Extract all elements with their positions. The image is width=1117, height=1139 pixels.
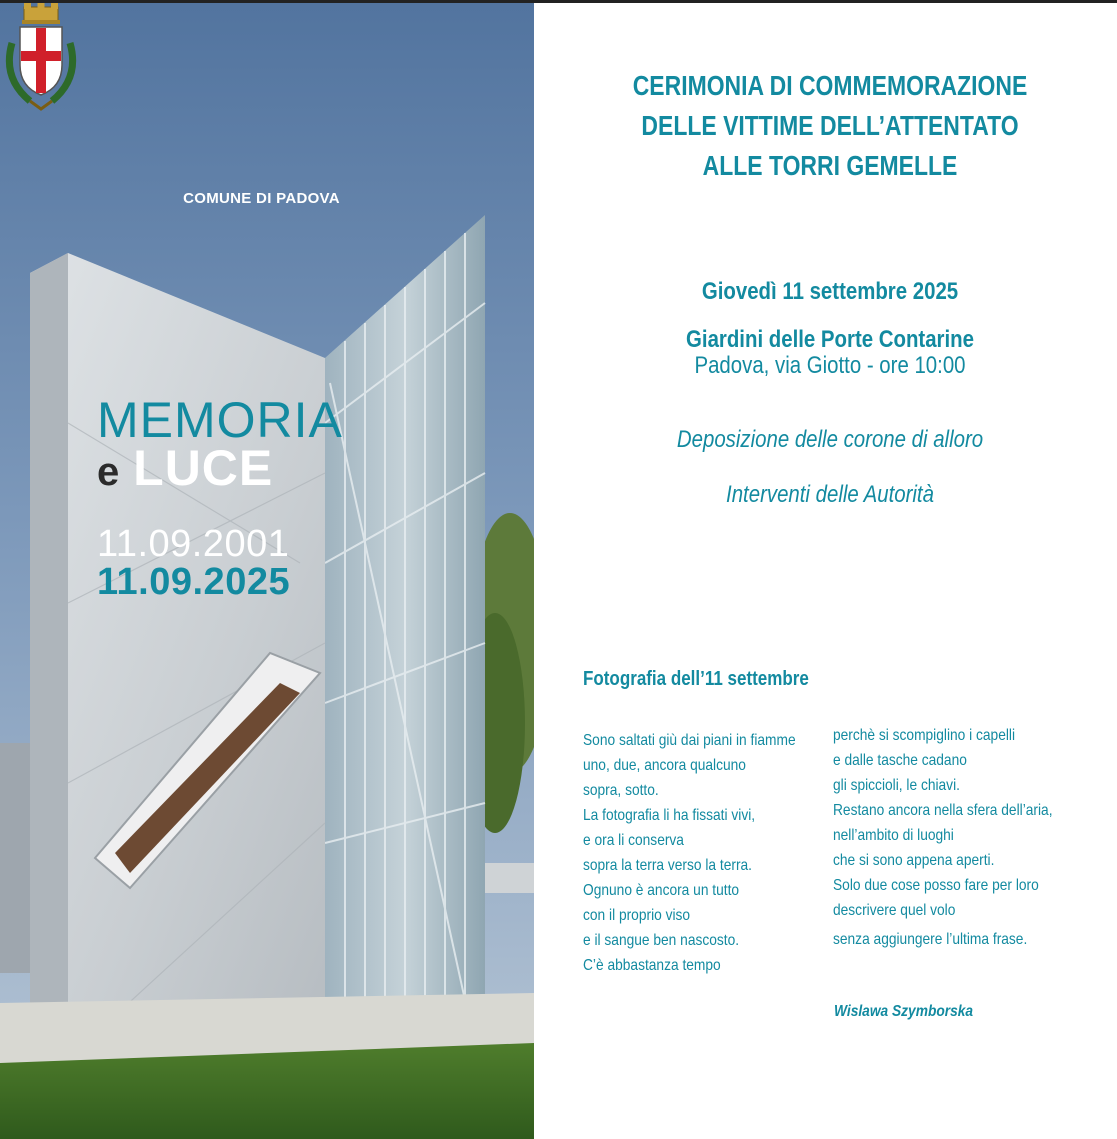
program-item: Deposizione delle corone di alloro xyxy=(676,426,984,453)
poem-line: e ora li conserva xyxy=(583,832,684,849)
ceremony-title xyxy=(596,66,1063,186)
title-line: ALLE TORRI GEMELLE xyxy=(702,150,958,181)
tower-side xyxy=(30,253,68,1011)
poem-title: Fotografia dell’11 settembre xyxy=(583,668,809,690)
event-venue: Giardini delle Porte Contarine xyxy=(686,326,974,353)
poem-column-1 xyxy=(583,728,796,978)
poem-line: nell’ambito di luoghi xyxy=(833,827,954,844)
poem-line: Solo due cose posso fare per loro xyxy=(833,877,1039,894)
headline-e-luce xyxy=(97,439,273,497)
bridge xyxy=(482,863,534,893)
comune-di-padova-crest-icon xyxy=(0,3,82,115)
concrete-tower xyxy=(30,253,325,1013)
poem-line: descrivere quel volo xyxy=(833,902,956,919)
poem-line: uno, due, ancora qualcuno xyxy=(583,757,746,774)
poem-line: e dalle tasche cadano xyxy=(833,752,967,769)
headline-luce: LUCE xyxy=(133,440,274,496)
date-2001: 11.09.2001 xyxy=(97,523,290,565)
poem-line: e il sangue ben nascosto. xyxy=(583,932,740,949)
poem-line: gli spiccioli, le chiavi. xyxy=(833,777,960,794)
poem-line: sopra la terra verso la terra. xyxy=(583,857,753,874)
program-item: Interventi delle Autorità xyxy=(726,481,934,508)
poem-line: Sono saltati giù dai piani in fiamme xyxy=(583,732,796,749)
poem-author: Wislawa Szymborska xyxy=(834,1003,974,1020)
poem-line: La fotografia li ha fissati vivi, xyxy=(583,807,756,824)
poem-line: Ognuno è ancora un tutto xyxy=(583,882,740,899)
poem-line: con il proprio viso xyxy=(583,907,691,924)
poem-line: perchè si scompiglino i capelli xyxy=(833,727,1016,744)
poem-line: sopra, sotto. xyxy=(583,782,659,799)
date-2025: 11.09.2025 xyxy=(97,561,291,603)
city-name: COMUNE DI PADOVA xyxy=(183,190,340,207)
title-line: CERIMONIA DI COMMEMORAZIONE xyxy=(632,70,1028,101)
title-line: DELLE VITTIME DELL’ATTENTATO xyxy=(641,110,1019,141)
headline-memoria: MEMORIA xyxy=(97,392,343,448)
event-date: Giovedì 11 settembre 2025 xyxy=(701,278,959,305)
poem-line: che si sono appena aperti. xyxy=(833,852,995,869)
poem-column-2 xyxy=(833,723,1053,952)
memorial-photo-panel xyxy=(0,3,534,1139)
poem-line: Restano ancora nella sfera dell’aria, xyxy=(833,802,1053,819)
event-address: Padova, via Giotto - ore 10:00 xyxy=(694,352,966,379)
poem-line: senza aggiungere l’ultima frase. xyxy=(833,931,1028,948)
headline-e: e xyxy=(97,450,120,494)
poem-line: C’è abbastanza tempo xyxy=(583,957,721,974)
